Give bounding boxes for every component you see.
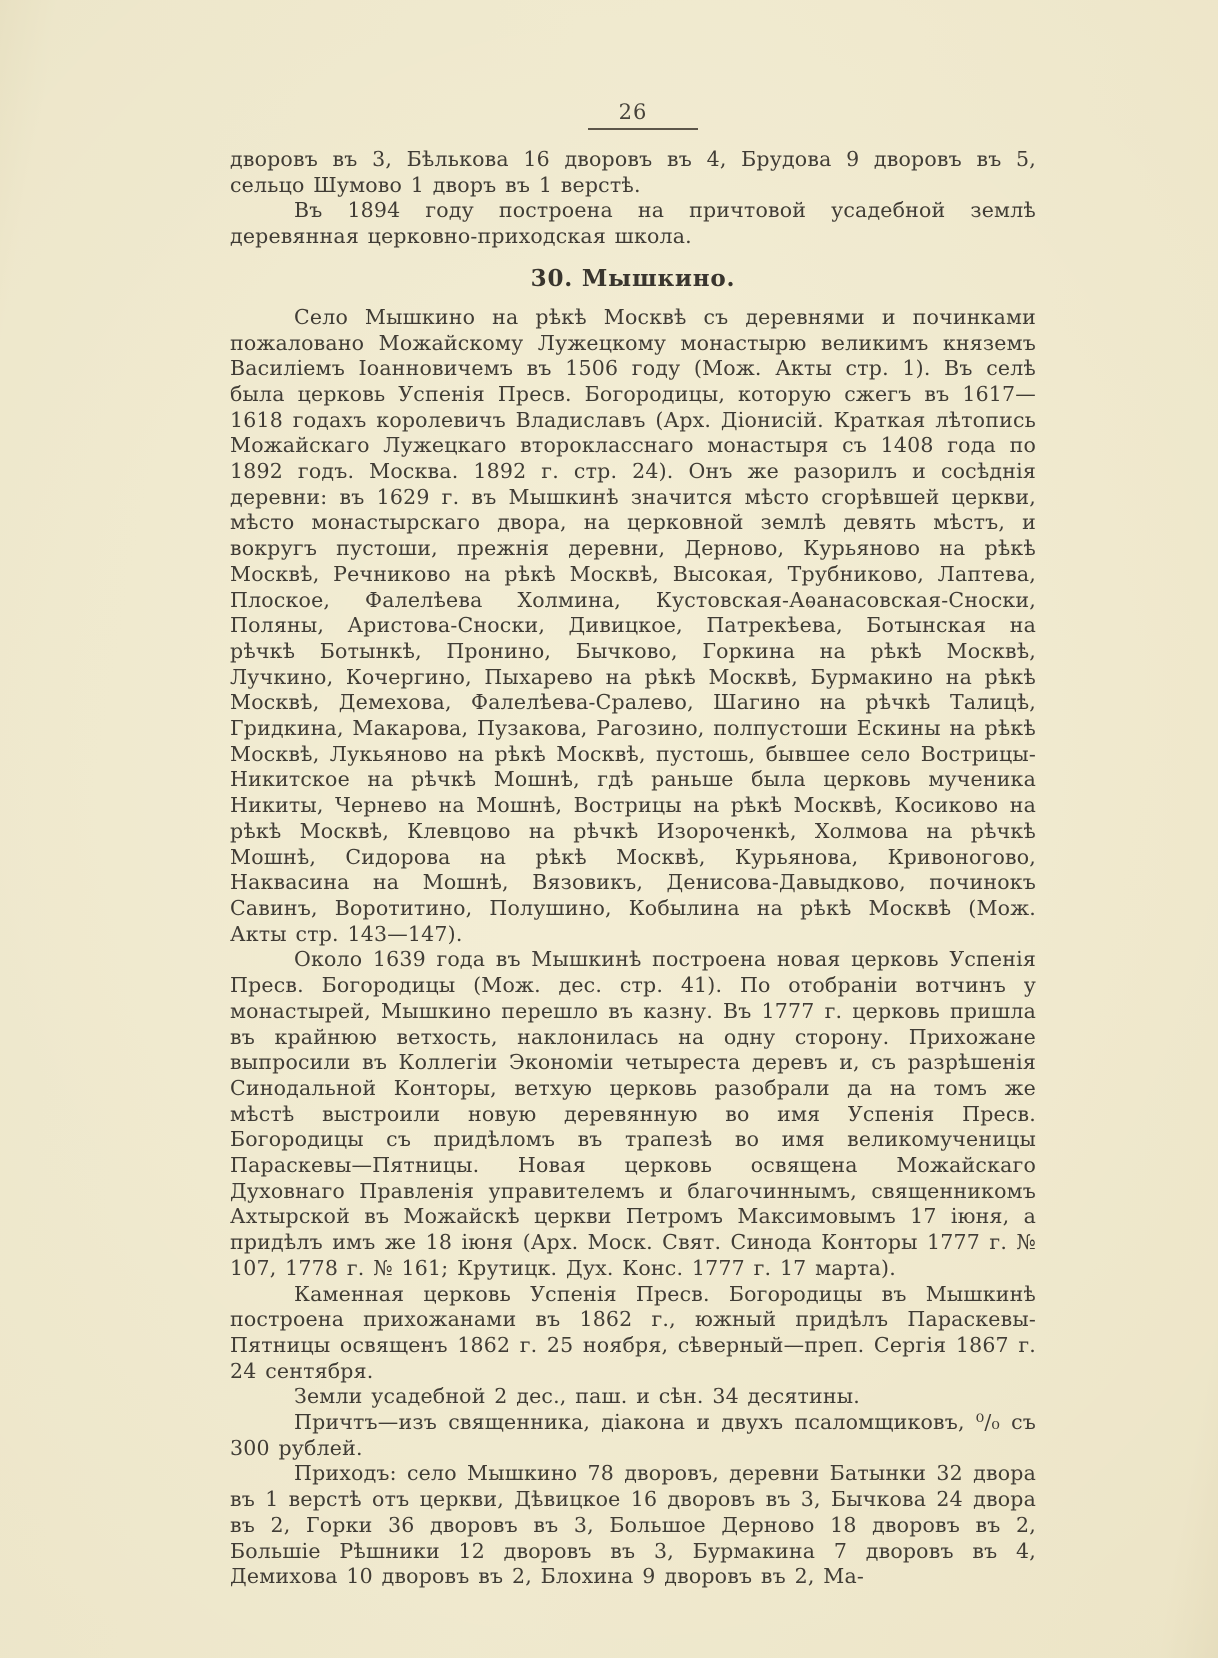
paragraph-parish: Приходъ: село Мышкино 78 дворовъ, деревни Батынки 32 двора въ 1 верстѣ отъ церкви, Дѣвицкое 16 дворовъ въ 3, Бычкова 24 двора въ 2, Горки 36 дворовъ въ 3, Большое Дерново 18 дворовъ въ 2, Большіе Рѣшники 12 дворовъ въ 3, Бурмакина 7 дворовъ въ 4, Демихова 10 дворовъ въ 2, Блохина 9 дворовъ въ 2, Ма- (230, 1461, 1036, 1589)
page-header (230, 0, 1036, 130)
paragraph-history: Село Мышкино на рѣкѣ Москвѣ съ деревнями и починками пожаловано Можайскому Лужецкому монастырю великимъ княземъ Василіемъ Іоанновичемъ въ 1506 году (Мож. Акты стр. 1). Въ селѣ была церковь Успенія Пресв. Богородицы, которую сжегъ въ 1617—1618 годахъ королевичъ Владиславъ (Арх. Діонисій. Краткая лѣтопись Можайскаго Лужецкаго второкласснаго монастыря съ 1408 года по 1892 годъ. Москва. 1892 г. стр. 24). Онъ же разорилъ и сосѣднія деревни: въ 1629 г. въ Мышкинѣ значится мѣсто сгорѣвшей церкви, мѣсто монастырскаго двора, на церковной землѣ девять мѣстъ, и вокругъ пустоши, прежнія деревни, Дерново, Курьяново на рѣкѣ Москвѣ, Речниково на рѣкѣ Москвѣ, Высокая, Трубниково, Лаптева, Плоское, Фалелѣева Холмина, Кустовская-Аѳанасовская-Сноски, Поляны, Аристова-Сноски, Дивицкое, Патрекѣева, Ботынская на рѣчкѣ Ботынкѣ, Пронино, Бычково, Горкина на рѣкѣ Москвѣ, Лучкино, Кочергино, Пыхарево на рѣкѣ Москвѣ, Бурмакино на рѣкѣ Москвѣ, Демехова, Фалелѣева-Сралево, Шагино на рѣчкѣ Талицѣ, Гридкина, Макарова, Пузакова, Рагозино, полпустоши Ескины на рѣкѣ Москвѣ, Лукьяново на рѣкѣ Москвѣ, пустошь, бывшее село Вострицы-Никитское на рѣчкѣ Мошнѣ, гдѣ раньше была церковь мученика Никиты, Чернево на Мошнѣ, Вострицы на рѣкѣ Москвѣ, Косиково на рѣкѣ Москвѣ, Клевцово на рѣчкѣ Изороченкѣ, Холмова на рѣчкѣ Мошнѣ, Сидорова на рѣкѣ Москвѣ, Курьянова, Кривоногово, Наквасина на Мошнѣ, Вязовикъ, Денисова-Давыдково, починокъ Савинъ, Воротитино, Полушино, Кобылина на рѣкѣ Москвѣ (Мож. Акты стр. 143—147). (230, 304, 1036, 946)
section-heading: 30. Мышкино. (530, 264, 736, 292)
page-number: 26 (618, 100, 648, 124)
paragraph-school: Въ 1894 году построена на причтовой усадебной землѣ деревянная церковно-приходская школа. (230, 198, 1036, 249)
paragraph-new-church: Около 1639 года въ Мышкинѣ построена новая церковь Успенія Пресв. Богородицы (Мож. дес. стр. 41). По отобраніи вотчинъ у монастырей, Мышкино перешло въ казну. Въ 1777 г. церковь пришла въ крайнюю ветхость, наклонилась на одну сторону. Прихожане выпросили въ Коллегіи Экономіи четыреста деревъ и, съ разрѣшенія Синодальной Конторы, ветхую церковь разобрали да на томъ же мѣстѣ выстроили новую деревянную во имя Успенія Пресв. Богородицы съ придѣломъ въ трапезѣ во имя великомученицы Параскевы—Пятницы. Новая церковь освящена Можайскаго Духовнаго Правленія управителемъ и благочиннымъ, священникомъ Ахтырской въ Можайскѣ церкви Петромъ Максимовымъ 17 іюня, а придѣлъ имъ же 18 іюня (Арх. Моск. Свят. Синода Конторы 1777 г. № 107, 1778 г. № 161; Крутицк. Дух. Конс. 1777 г. 17 марта). (230, 947, 1036, 1280)
text-column (230, 147, 1036, 1590)
paragraph-clergy: Причтъ—изъ священника, діакона и двухъ псаломщиковъ, ⁰/₀ съ 300 рублей. (230, 1410, 1036, 1460)
paragraph-stone-church: Каменная церковь Успенія Пресв. Богородицы въ Мышкинѣ построена прихожанами въ 1862 г., южный придѣлъ Параскевы-Пятницы освященъ 1862 г. 25 ноября, сѣверный—преп. Сергія 1867 г. 24 сентября. (230, 1281, 1036, 1383)
paragraph-land: Земли усадебной 2 дес., паш. и сѣн. 34 десятины. (294, 1384, 861, 1409)
page-number-rule (588, 128, 698, 130)
paragraph-continuation: дворовъ въ 3, Бѣлькова 16 дворовъ въ 4, Брудова 9 дворовъ въ 5, сельцо Шумово 1 дворъ въ 1 верстѣ. (230, 147, 1036, 197)
